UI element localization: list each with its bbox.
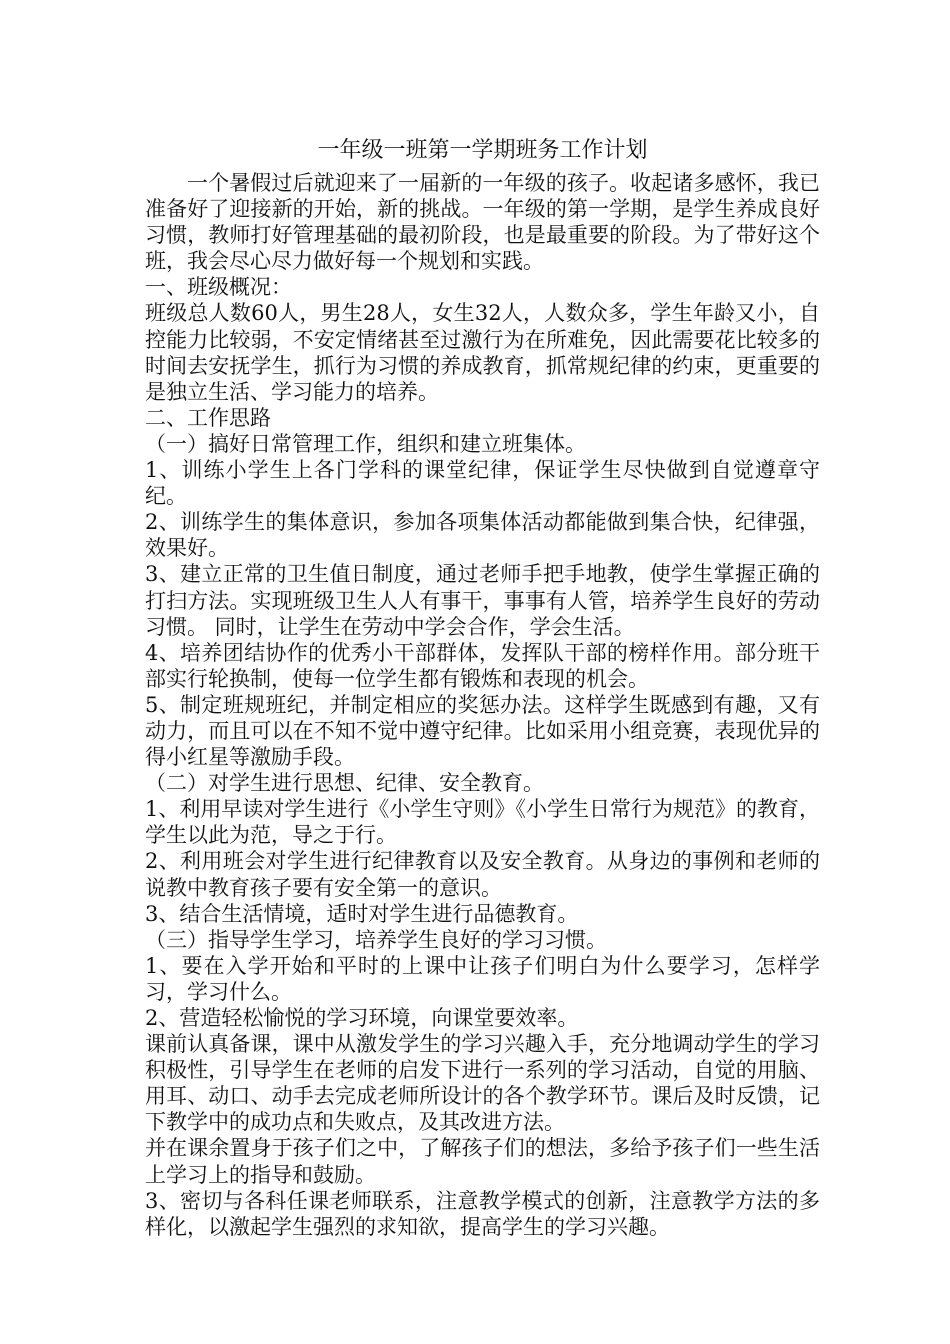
- paragraph: 3、结合生活情境，适时对学生进行品德教育。: [145, 901, 579, 926]
- paragraph: 3、密切与各科任课老师联系，注意教学模式的创新，注意教学方法的多样化，以激起学生强烈的求知欲，提高学生的学习兴趣。: [145, 1188, 820, 1239]
- document-body: [145, 136, 820, 1240]
- paragraph: 班级总人数60人，男生28人，女生32人，人数众多，学生年龄又小，自控能力比较弱，不安定情绪甚至过激行为在所难免，因此需要花比较多的时间去安抚学生，抓行为习惯的养成教育，抓常规纪律的约束，更重要的是独立生活、学习能力的培养。: [145, 301, 820, 404]
- paragraph: （二）对学生进行思想、纪律、安全教育。: [145, 771, 544, 796]
- paragraph: 2、营造轻松愉悦的学习环境，向课堂要效率。: [145, 1006, 579, 1030]
- paragraph: 3、建立正常的卫生值日制度，通过老师手把手地教，使学生掌握正确的打扫方法。实现班级卫生人人有事干，事事有人管，培养学生良好的劳动习惯。 同时，让学生在劳动中学会合作，学会生活。: [145, 562, 820, 639]
- paragraph: 一、班级概况：: [145, 275, 292, 300]
- paragraph: （三）指导学生学习，培养学生良好的学习习惯。: [145, 927, 607, 952]
- paragraph: 一个暑假过后就迎来了一届新的一年级的孩子。收起诸多感怀，我已准备好了迎接新的开始，新的挑战。一年级的第一学期，是学生养成良好习惯，教师打好管理基础的最初阶段，也是最重要的阶段。为了带好这个班，我会尽心尽力做好每一个规划和实践。: [145, 171, 820, 274]
- paragraph: （一）搞好日常管理工作，组织和建立班集体。: [145, 431, 586, 456]
- paragraph: 1、要在入学开始和平时的上课中让孩子们明白为什么要学习，怎样学习，学习什么。: [145, 953, 820, 1004]
- paragraph: 4、培养团结协作的优秀小干部群体，发挥队干部的榜样作用。部分班干部实行轮换制，使每一位学生都有锻炼和表现的机会。: [145, 640, 820, 691]
- paragraph: 5、制定班规班纪，并制定相应的奖惩办法。这样学生既感到有趣，又有动力，而且可以在不知不觉中遵守纪律。比如采用小组竞赛，表现优异的得小红星等激励手段。: [145, 692, 820, 770]
- paragraph: 2、利用班会对学生进行纪律教育以及安全教育。从身边的事例和老师的说教中教育孩子要有安全第一的意识。: [145, 849, 820, 900]
- paragraph: 1、利用早读对学生进行《小学生守则》《小学生日常行为规范》的教育，学生以此为范，导之于行。: [145, 797, 820, 848]
- paragraph: 2、训练学生的集体意识，参加各项集体活动都能做到集合快，纪律强，效果好。: [145, 510, 820, 561]
- page-title: 一年级一班第一学期班务工作计划: [317, 138, 648, 163]
- paragraph: 1、训练小学生上各门学科的课堂纪律，保证学生尽快做到自觉遵章守纪。: [145, 458, 820, 509]
- paragraph: 二、工作思路: [145, 405, 271, 430]
- paragraph: 课前认真备课，课中从激发学生的学习兴趣入手，充分地调动学生的学习积极性，引导学生在老师的启发下进行一系列的学习活动，自觉的用脑、用耳、动口、动手去完成老师所设计的各个教学环节。课后及时反馈，记下教学中的成功点和失败点，及其改进方法。: [145, 1032, 820, 1135]
- paragraph-list: [145, 170, 820, 1240]
- paragraph: 并在课余置身于孩子们之中，了解孩子们的想法，多给予孩子们一些生活上学习上的指导和鼓励。: [145, 1136, 820, 1187]
